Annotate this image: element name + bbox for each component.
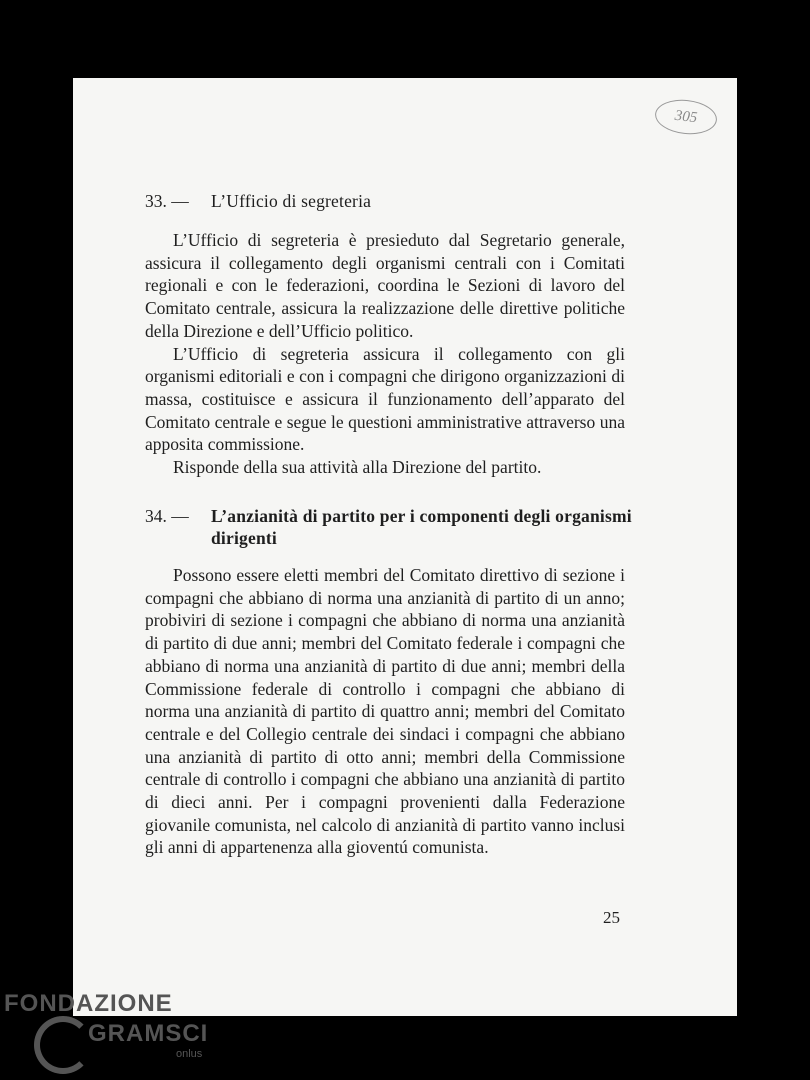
section-34-heading	[145, 505, 635, 549]
watermark-line-2: GRAMSCI	[88, 1020, 209, 1047]
watermark-line-1: FONDAZIONE	[4, 990, 173, 1017]
section-33-paragraph-3: Risponde della sua attività alla Direzione del partito.	[173, 457, 542, 478]
section-33-body	[145, 229, 625, 479]
archive-stamp-number: 305	[674, 107, 699, 126]
section-33-paragraph-1: L’Ufficio di segreteria è presieduto dal Segretario generale, assicura il collegamento degli organismi centrali con i Comitati regionali e con le federazioni, coordina le Sezioni di lavoro del Comitato centrale, assicura la realizzazione delle direttive politiche della Direzione e dell’Ufficio politico.	[145, 230, 625, 341]
watermark-line-3: onlus	[176, 1048, 203, 1060]
section-34-body	[145, 564, 625, 859]
section-33-paragraph-2: L’Ufficio di segreteria assicura il collegamento con gli organismi editoriali e con i compagni che dirigono organizzazioni di massa, costituisce e assicura il funzionamento dell’apparato del Comitato centrale e segue le questioni amministrative attraverso una apposita commissione.	[145, 343, 625, 455]
section-33-heading	[145, 190, 371, 212]
section-33-title: L’Ufficio di segreteria	[211, 191, 372, 211]
watermark-g-ring-icon	[34, 1016, 92, 1074]
section-34-paragraph-1: Possono essere eletti membri del Comitato direttivo di sezione i compagni che abbiano di norma una anzianità di partito di un anno; probiviri di sezione i compagni che abbiano di norma una anzianità di partito di due anni; membri del Comitato federale i compagni che abbiano di norma una anzianità di partito di due anni; membri della Commissione federale di controllo i compagni che abbiano di norma una anzianità di partito di quattro anni; membri del Comitato centrale e del Collegio centrale dei sindaci i compagni che abbiano una anzianità di partito di otto anni; membri della Commissione centrale di controllo i compagni che abbiano una anzianità di partito di dieci anni. Per i compagni provenienti dalla Federazione giovanile comunista, nel calcolo di anzianità di partito vanno inclusi gli anni di appartenenza alla gioventú comunista.	[145, 565, 625, 858]
archive-stamp	[653, 97, 718, 137]
section-33-number: 33. —	[145, 191, 189, 211]
page-number: 25	[603, 908, 620, 927]
section-34-title: L’anzianità di partito per i componenti degli organismi dirigenti	[211, 506, 632, 548]
document-page	[73, 78, 737, 1016]
section-34-number: 34. —	[145, 506, 189, 526]
